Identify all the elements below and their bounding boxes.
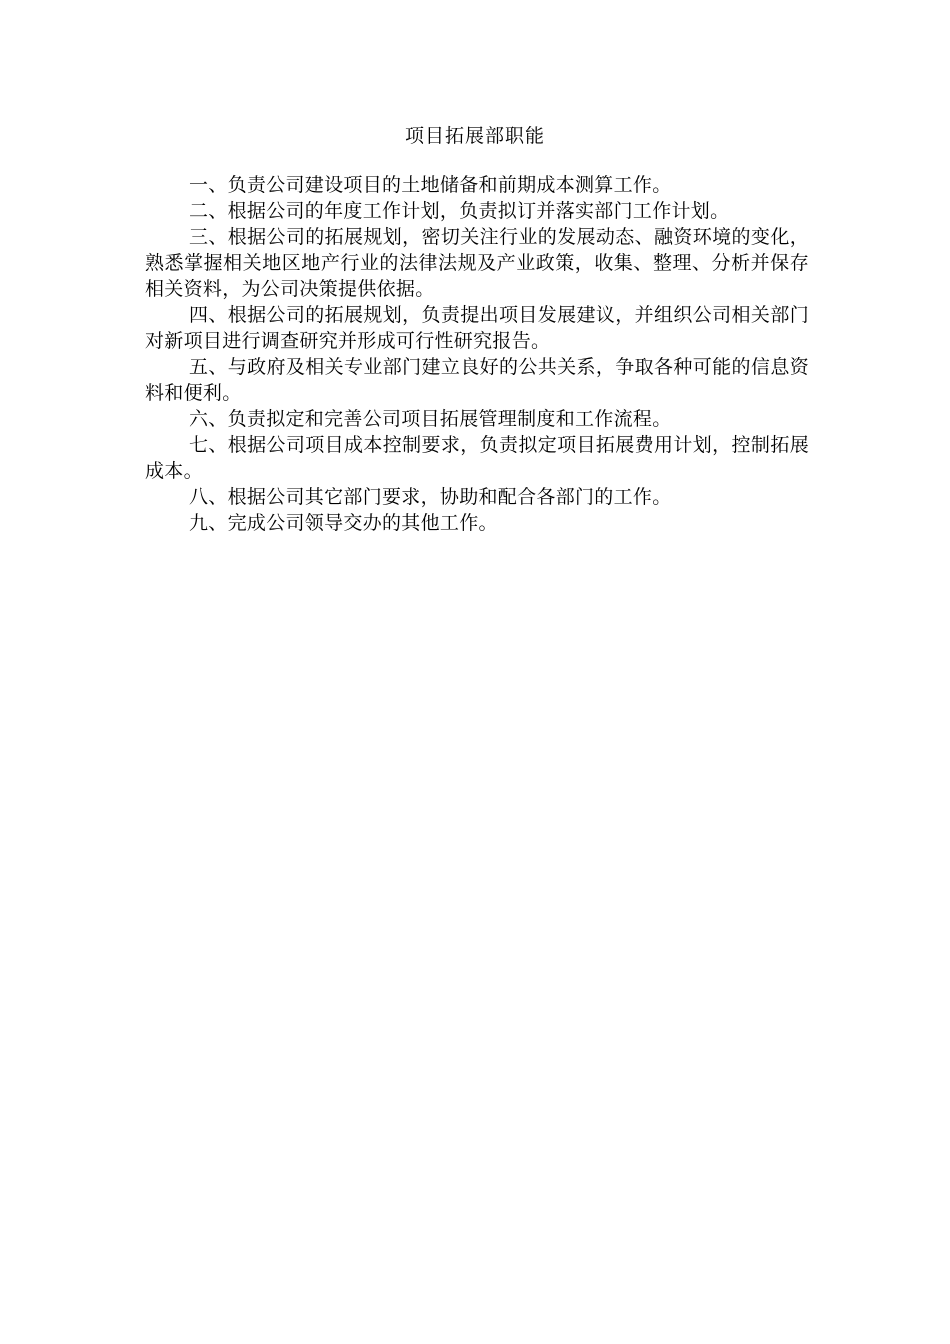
duty-item-3: 三、根据公司的拓展规划，密切关注行业的发展动态、融资环境的变化，熟悉掌握相关地区地产行业的法律法规及产业政策，收集、整理、分析并保存相关资料，为公司决策提供依据。 bbox=[145, 226, 809, 300]
duty-item-1: 一、负责公司建设项目的土地储备和前期成本测算工作。 bbox=[189, 174, 672, 196]
duty-item-8: 八、根据公司其它部门要求，协助和配合各部门的工作。 bbox=[189, 486, 672, 508]
duty-item-5: 五、与政府及相关专业部门建立良好的公共关系，争取各种可能的信息资料和便利。 bbox=[145, 356, 809, 404]
document-title: 项目拓展部职能 bbox=[404, 125, 545, 147]
duty-item-9: 九、完成公司领导交办的其他工作。 bbox=[189, 512, 498, 534]
document-body bbox=[145, 172, 809, 536]
duty-item-6: 六、负责拟定和完善公司项目拓展管理制度和工作流程。 bbox=[189, 408, 672, 430]
duty-item-7: 七、根据公司项目成本控制要求，负责拟定项目拓展费用计划，控制拓展成本。 bbox=[145, 434, 809, 482]
duty-item-2: 二、根据公司的年度工作计划，负责拟订并落实部门工作计划。 bbox=[189, 200, 730, 222]
duty-item-4: 四、根据公司的拓展规划，负责提出项目发展建议，并组织公司相关部门对新项目进行调查研究并形成可行性研究报告。 bbox=[145, 304, 809, 352]
